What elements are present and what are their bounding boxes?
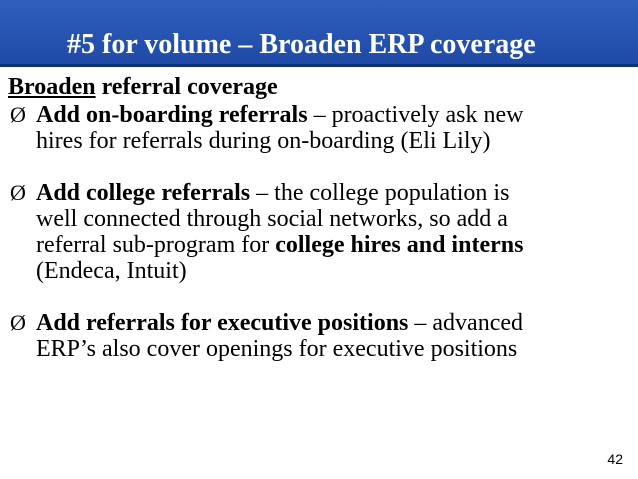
bullet-text: – proactively ask new [307, 102, 524, 128]
bullet-bold-text: Add referrals for executive positions [36, 310, 409, 336]
bullet-line [36, 258, 634, 284]
arrow-bullet-icon: Ø [10, 180, 26, 205]
bullet-college-referrals [8, 180, 634, 284]
arrow-bullet-icon: Ø [10, 102, 26, 127]
bullet-bold-text: Add college referrals [36, 180, 251, 206]
bullet-bold-text: college hires and interns [275, 232, 524, 258]
title-bar [0, 0, 638, 64]
bullet-line [36, 310, 634, 336]
bullet-line [36, 206, 634, 232]
bullet-line [36, 180, 634, 206]
heading-underlined-word: Broaden [8, 74, 96, 100]
bullet-line [36, 102, 634, 128]
arrow-bullet-icon: Ø [10, 310, 26, 335]
bullet-text: referral sub-program for [36, 232, 276, 258]
bullet-line [36, 232, 634, 258]
bullet-text: ERP’s also cover openings for executive positions [36, 336, 518, 362]
title-divider [0, 64, 638, 67]
bullet-line [36, 336, 634, 362]
bullet-bold-text: Add on-boarding referrals [36, 102, 308, 128]
bullet-executive-referrals [8, 310, 634, 362]
page-number: 42 [607, 451, 623, 467]
bullet-line [36, 128, 634, 154]
slide-content [8, 74, 634, 362]
section-heading [8, 74, 634, 100]
slide-title: #5 for volume – Broaden ERP coverage [67, 29, 536, 60]
bullet-text: (Endeca, Intuit) [36, 258, 187, 284]
bullet-onboarding-referrals [8, 102, 634, 154]
bullet-text: well connected through social networks, so add a [36, 206, 508, 232]
heading-rest: referral coverage [95, 74, 278, 100]
bullet-text: – the college population is [250, 180, 510, 206]
bullet-text: – advanced [408, 310, 523, 336]
bullet-text: hires for referrals during on-boarding (Eli Lily) [36, 128, 491, 154]
